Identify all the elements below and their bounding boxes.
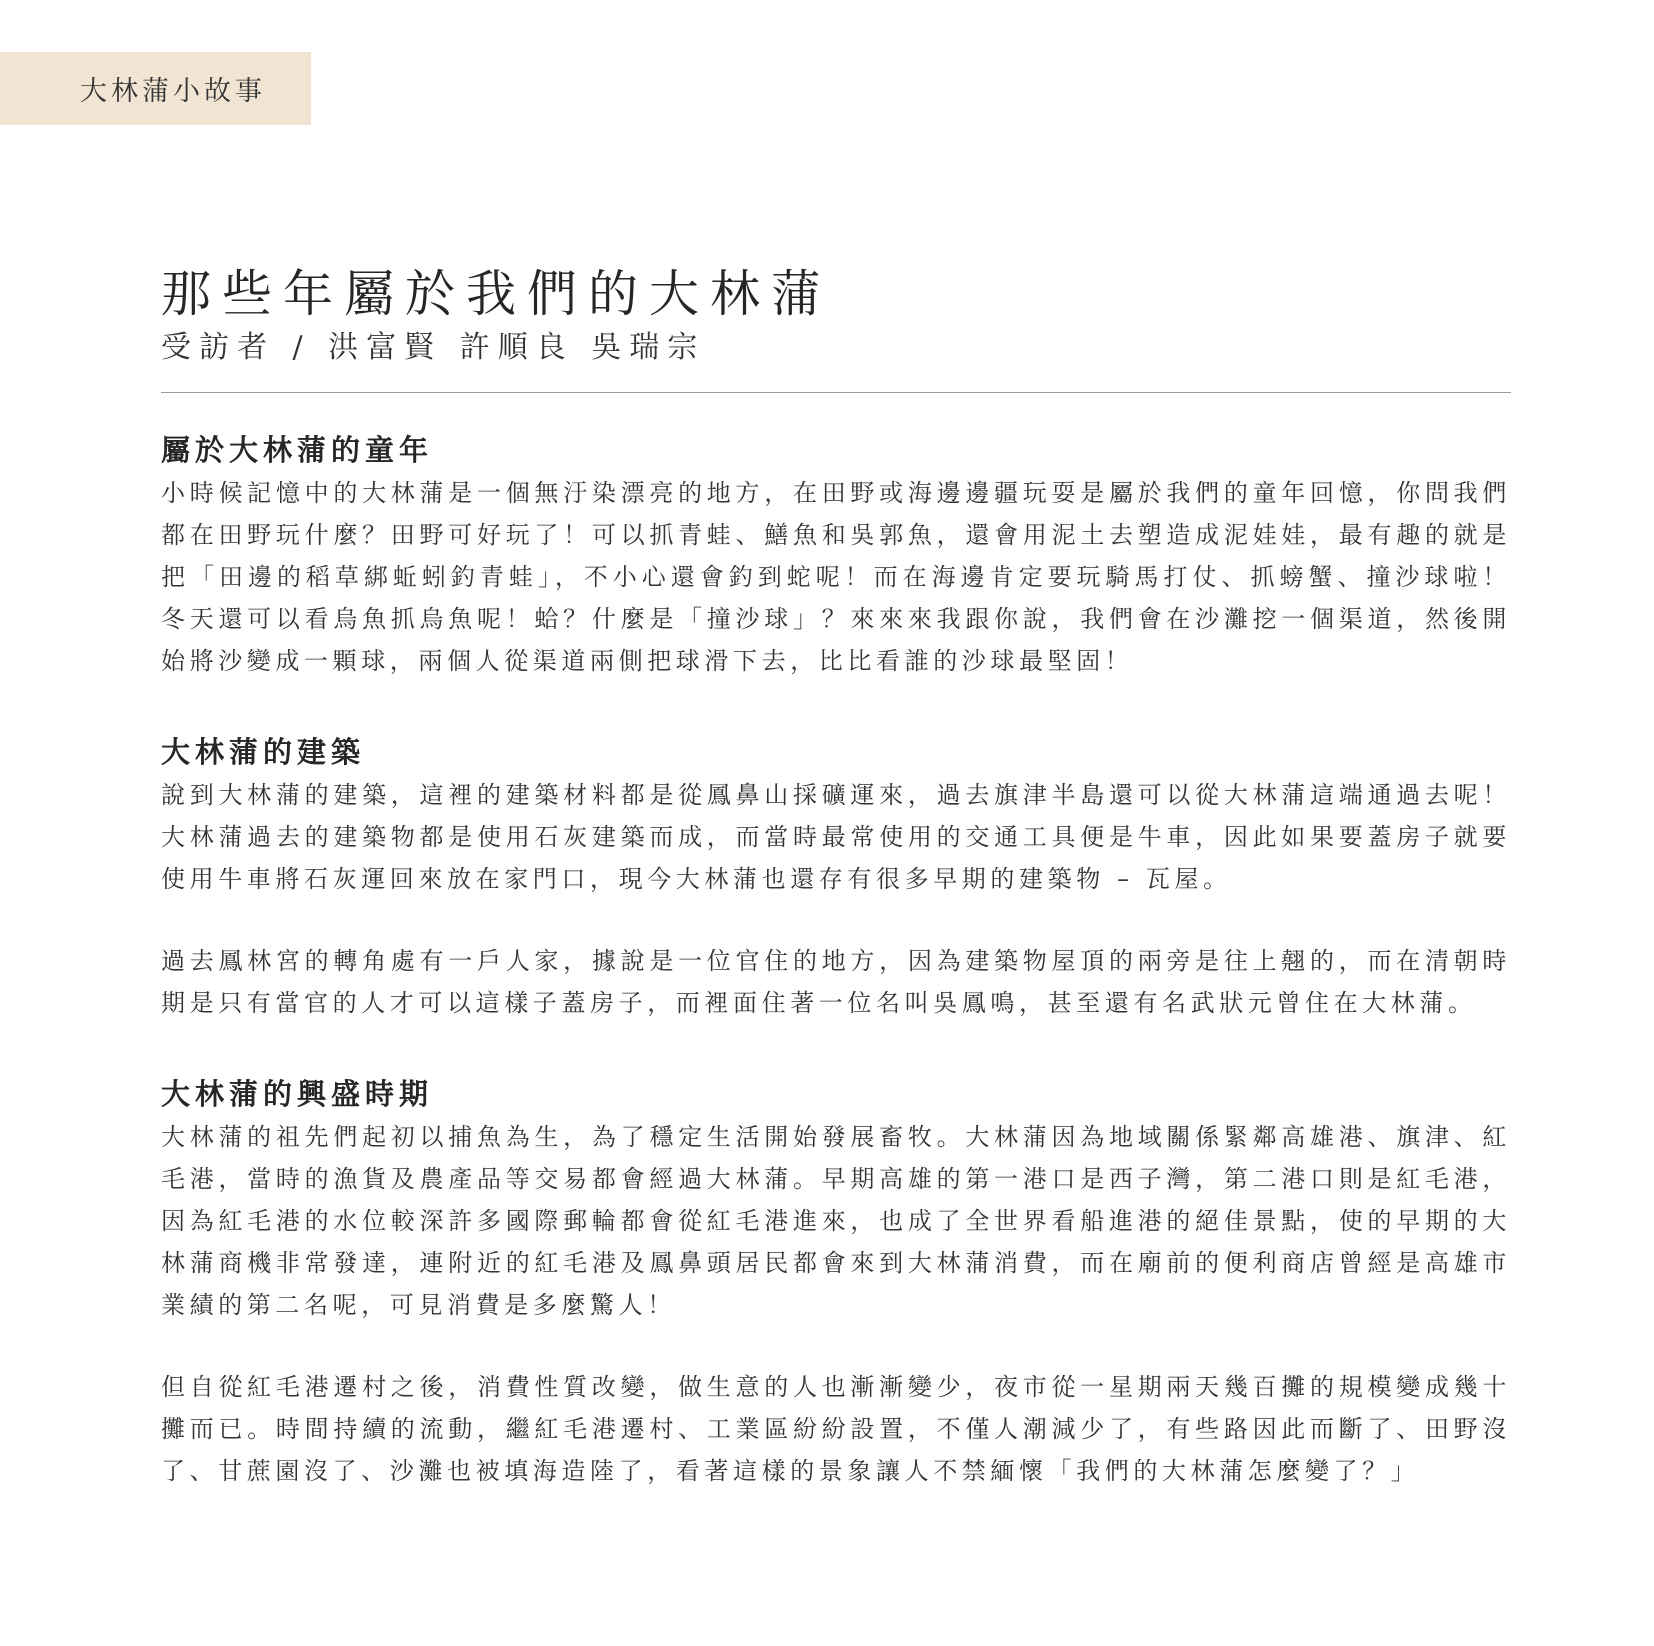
paragraph: 過去鳳林宮的轉角處有一戶人家，據說是一位官住的地方，因為建築物屋頂的兩旁是往上翹的，而在清朝時期是只有當官的人才可以這樣子蓋房子，而裡面住著一位名叫吳鳳鳴，甚至還有名武狀元曾住在大林蒲。 bbox=[161, 947, 1511, 1017]
paragraph: 說到大林蒲的建築，這裡的建築材料都是從鳳鼻山採礦運來，過去旗津半島還可以從大林蒲這端通過去呢！大林蒲過去的建築物都是使用石灰建築而成，而當時最常使用的交通工具便是牛車，因此如果要蓋房子就要使用牛車將石灰運回來放在家門口，現今大林蒲也還存有很多早期的建築物 – 瓦屋。 bbox=[161, 781, 1511, 893]
section-heading: 屬於大林蒲的童年 bbox=[161, 433, 434, 467]
article-body bbox=[161, 428, 1511, 1492]
paragraph: 小時候記憶中的大林蒲是一個無汙染漂亮的地方，在田野或海邊邊疆玩耍是屬於我們的童年回憶，你問我們都在田野玩什麼？田野可好玩了！可以抓青蛙、鱔魚和吳郭魚，還會用泥土去塑造成泥娃娃，最有趣的就是把「田邊的稻草綁蚯蚓釣青蛙」，不小心還會釣到蛇呢！而在海邊肯定要玩騎馬打仗、抓螃蟹、撞沙球啦！冬天還可以看烏魚抓烏魚呢！蛤？什麼是「撞沙球」？來來來我跟你說，我們會在沙灘挖一個渠道，然後開始將沙變成一顆球，兩個人從渠道兩側把球滑下去，比比看誰的沙球最堅固！ bbox=[161, 479, 1511, 675]
section-heading: 大林蒲的興盛時期 bbox=[161, 1077, 434, 1111]
paragraph: 大林蒲的祖先們起初以捕魚為生，為了穩定生活開始發展畜牧。大林蒲因為地域關係緊鄰高雄港、旗津、紅毛港，當時的漁貨及農產品等交易都會經過大林蒲。早期高雄的第一港口是西子灣，第二港口則是紅毛港，因為紅毛港的水位較深許多國際郵輪都會從紅毛港進來，也成了全世界看船進港的絕佳景點，使的早期的大林蒲商機非常發達，連附近的紅毛港及鳳鼻頭居民都會來到大林蒲消費，而在廟前的便利商店曾經是高雄市業績的第二名呢，可見消費是多麼驚人！ bbox=[161, 1123, 1511, 1319]
section-prosperity bbox=[161, 1072, 1511, 1492]
interviewee-line: 受訪者 / 洪富賢 許順良 吳瑞宗 bbox=[161, 330, 706, 365]
paragraph: 但自從紅毛港遷村之後，消費性質改變，做生意的人也漸漸變少，夜市從一星期兩天幾百攤的規模變成幾十攤而已。時間持續的流動，繼紅毛港遷村、工業區紛紛設置，不僅人潮減少了，有些路因此而斷了、田野沒了、甘蔗園沒了、沙灘也被填海造陸了，看著這樣的景象讓人不禁緬懷「我們的大林蒲怎麼變了？」 bbox=[161, 1373, 1511, 1485]
article-title: 那些年屬於我們的大林蒲 bbox=[161, 265, 832, 323]
divider bbox=[161, 392, 1511, 393]
article-header bbox=[161, 262, 1511, 370]
section-tab-label: 大林蒲小故事 bbox=[80, 76, 266, 107]
section-heading: 大林蒲的建築 bbox=[161, 735, 366, 769]
section-architecture bbox=[161, 730, 1511, 1024]
section-tab bbox=[0, 52, 311, 125]
section-childhood bbox=[161, 428, 1511, 682]
